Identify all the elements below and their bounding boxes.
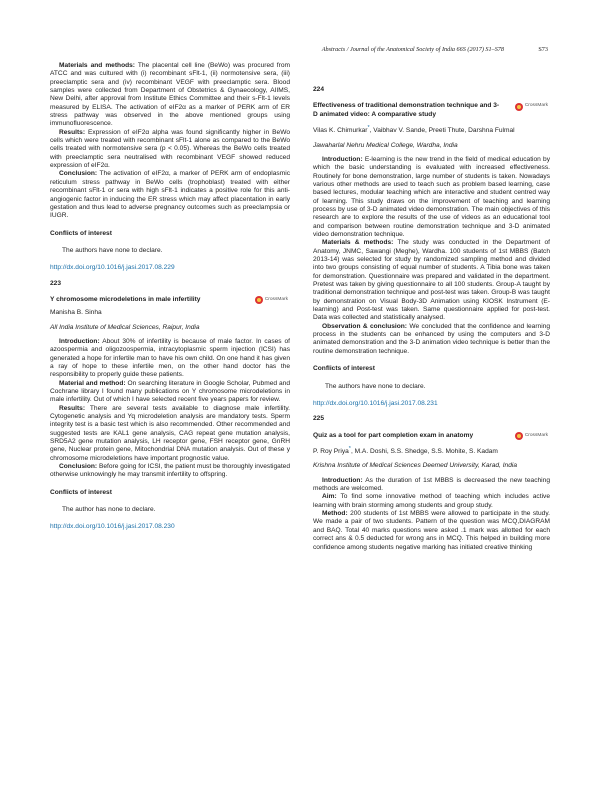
doi-link[interactable]: http://dx.doi.org/10.1016/j.jasi.2017.08.229 bbox=[50, 264, 175, 272]
abstract-title-row bbox=[313, 432, 550, 440]
paragraph: Observation & conclusion: We concluded that the confidence and learning process in the students can be enhanced by using the computers and 3-D animated demonstration and the 3-D animation video technique is better than the routine demonstration technique. bbox=[313, 322, 550, 355]
running-header bbox=[0, 46, 600, 58]
doi-link[interactable]: http://dx.doi.org/10.1016/j.jasi.2017.08.231 bbox=[313, 399, 438, 407]
author-list: P. Roy Priya*, M.A. Doshi, S.S. Shedge, S.S. Mohite, S. Kadam bbox=[313, 445, 498, 456]
right-column bbox=[313, 62, 550, 552]
paragraph: Results: Expression of eIF2α alpha was found significantly higher in BeWo cells which were treated with recombinant sFlt-1 alone as compared to the BeWo cells treated with normotensive sera (p < 0.05). Whereas the BeWo cells treated with preeclamptic sera neutralised with recombinant VEGF showed reduced expression of eIF2α. bbox=[50, 128, 290, 170]
declaration: The authors have none to declare. bbox=[325, 382, 426, 390]
author-list: Vilas K. Chimurkar*, Vaibhav V. Sande, Preeti Thute, Darshna Fulmal bbox=[313, 125, 515, 135]
declaration: The authors have none to declare. bbox=[62, 246, 163, 254]
author-list: Manisha B. Sinha bbox=[50, 309, 102, 317]
abstract-number: 224 bbox=[313, 86, 325, 93]
section-heading: Conflicts of interest bbox=[50, 229, 112, 237]
paragraph: Conclusion: The activation of eIF2α, a marker of PERK arm of endoplasmic reticulum stress pathway in BeWo cells (trophoblast) treated with either recombinant sFlt-1 or sera with high sFlt-1 indicates a positive role for this anti-angiogenic factor in inducing the ER stress which may affect placentation in early gestation and thus lead to adverse pregnancy outcomes such as preeclampsia or IUGR. bbox=[50, 170, 290, 220]
paragraph: Materials and methods: The placental cell line (BeWo) was procured from ATCC and was cultured with (i) recombinant sFlt-1, (ii) normotensive sera, (iii) preeclamptic sera and (iv) recombinant VEGF with preeclamptic sera. Blood samples were collected from Department of Obstetrics & Gynaecology, AIIMS, New Delhi, after approval from Institute Ethics Committee and their s-Flt-1 levels measured by ELISA. The activation of eIF2α as a marker of PERK arm of ER stress pathway was observed in the above mentioned groups using immunofluorescence. bbox=[50, 62, 290, 128]
section-heading: Conflicts of interest bbox=[313, 365, 375, 373]
corresponding-marker[interactable]: * bbox=[367, 125, 370, 132]
journal-citation: Abstracts / Journal of the Anatomical Society of India 66S (2017) S1–S78 bbox=[321, 46, 504, 53]
abstract-title-row bbox=[50, 296, 290, 304]
paragraph: Materials & methods: The study was conducted in the Department of Anatomy, JNMC, Sawangi (Meghe), Wardha. 100 students of 1st MBBS (Batch 2013-14) was selected for study by randomized sampling method and divided into two groups consisting of equal number of students. A Tibia bone was taken for demonstration. Questionnaire was prepared and validated in the department. Pretest was taken by giving questionnaire to all 100 students. Group-A taught by traditional demonstration technique and post-test was taken. Group-B was taught by demonstration on Visual Body-3D Animation using KIOSK Instrument (E-learning) and Post-test was taken. Same questionnaire applied for post-test. Data was collected and statistically analysed. bbox=[313, 239, 551, 322]
abstract-title-row bbox=[313, 102, 550, 119]
abstract-title: Y chromosome microdeletions in male infertility bbox=[50, 295, 201, 303]
crossmark-icon[interactable]: CrossMark bbox=[255, 296, 288, 304]
section-heading: Conflicts of interest bbox=[50, 488, 112, 496]
paragraph: Introduction: About 30% of infertility is because of male factor. In cases of azoospermia and oligozoospermia, intracytoplasmic sperm injection (ICSI) has generated a hope for infertile man to have his own child. On one hand it has given a ray of hope to these infertile men, on the other hand doctor has the responsibility to properly guide these patients. bbox=[50, 337, 290, 379]
affiliation: Jawaharlal Nehru Medical College, Wardha, India bbox=[313, 141, 458, 149]
affiliation: Krishna Institute of Medical Sciences Deemed University, Karad, India bbox=[313, 462, 518, 470]
paragraph: Introduction: As the duration of 1st MBBS is decreased the new teaching methods are welcomed. bbox=[313, 476, 550, 493]
paragraph: Aim: To find some innovative method of teaching which includes active learning with brain storming among students and group study. bbox=[313, 493, 550, 509]
paragraph: Conclusion: Before going for ICSI, the patient must be thoroughly investigated otherwise unknowingly he may transmit infertility to offspring. bbox=[50, 463, 290, 479]
paragraph: Method: 200 students of 1st MBBS were allowed to participate in the study. We made a pair of two students. Pattern of the question was MCQ,DIAGRAM and BAQ. Total 40 marks questions were asked .1 mark was allotted for each correct ans & 0.5 deducted for wrong ans in MCQ. This helped in building more confidence among students negative marking has initiated creative thinking bbox=[313, 510, 550, 551]
abstract-number: 223 bbox=[50, 279, 62, 287]
abstract-number: 225 bbox=[313, 415, 325, 423]
page-number: S73 bbox=[538, 46, 548, 53]
crossmark-icon[interactable]: CrossMark bbox=[515, 432, 548, 440]
paragraph: Results: There are several tests available to diagnose male infertility. Cytogenetic analysis and Yq microdeletion analysis are mandatory tests. Sperm integrity test is a basic test which is also recommended. Other recommended and suggested tests are KAL1 gene analysis, CAG repeat gene mutation analysis, SRD5A2 gene mutation analysis, LH receptor gene, FSH receptor gene, GnRH gene, Nuclear protein gene, Mitochondrial DNA mutation analysis. Out of these y chromosome microdeletions have important prognostic value. bbox=[50, 404, 290, 462]
abstract-title: Quiz as a tool for part completion exam in anatomy bbox=[313, 431, 474, 439]
abstract-title: Effectiveness of traditional demonstration technique and 3-D animated video: A comparative study bbox=[313, 102, 500, 118]
paragraph: Introduction: E-learning is the new trend in the field of medical education by which the basic understanding is evaluated with increased effectiveness. Routinely for bone demonstration, large number of students is taken. Nowadays various other methods are used to teach such as problem based learning, case based lectures, modular teaching which are interactive and student centred way of learning. This study draws on the improvement of teaching and learning process by use of 3-D animated video demonstration. The main objectives of this research are to explore the results of the use of videos as an educational tool and comparison between routine demonstration technique and 3-D animated video demonstration technique. bbox=[313, 155, 550, 238]
affiliation: All India Institute of Medical Sciences, Raipur, India bbox=[50, 323, 200, 331]
crossmark-icon[interactable]: CrossMark bbox=[515, 102, 548, 110]
doi-link[interactable]: http://dx.doi.org/10.1016/j.jasi.2017.08.230 bbox=[50, 523, 175, 531]
left-column bbox=[50, 62, 290, 539]
declaration: The author has none to declare. bbox=[62, 506, 156, 514]
paragraph: Material and method: On searching literature in Google Scholar, Pubmed and Cochrane library I found many publications on Y chromosome microdeletions in male infertility. Out of which I have selected recent five years papers for review. bbox=[50, 379, 291, 404]
corresponding-marker[interactable]: * bbox=[348, 445, 351, 452]
